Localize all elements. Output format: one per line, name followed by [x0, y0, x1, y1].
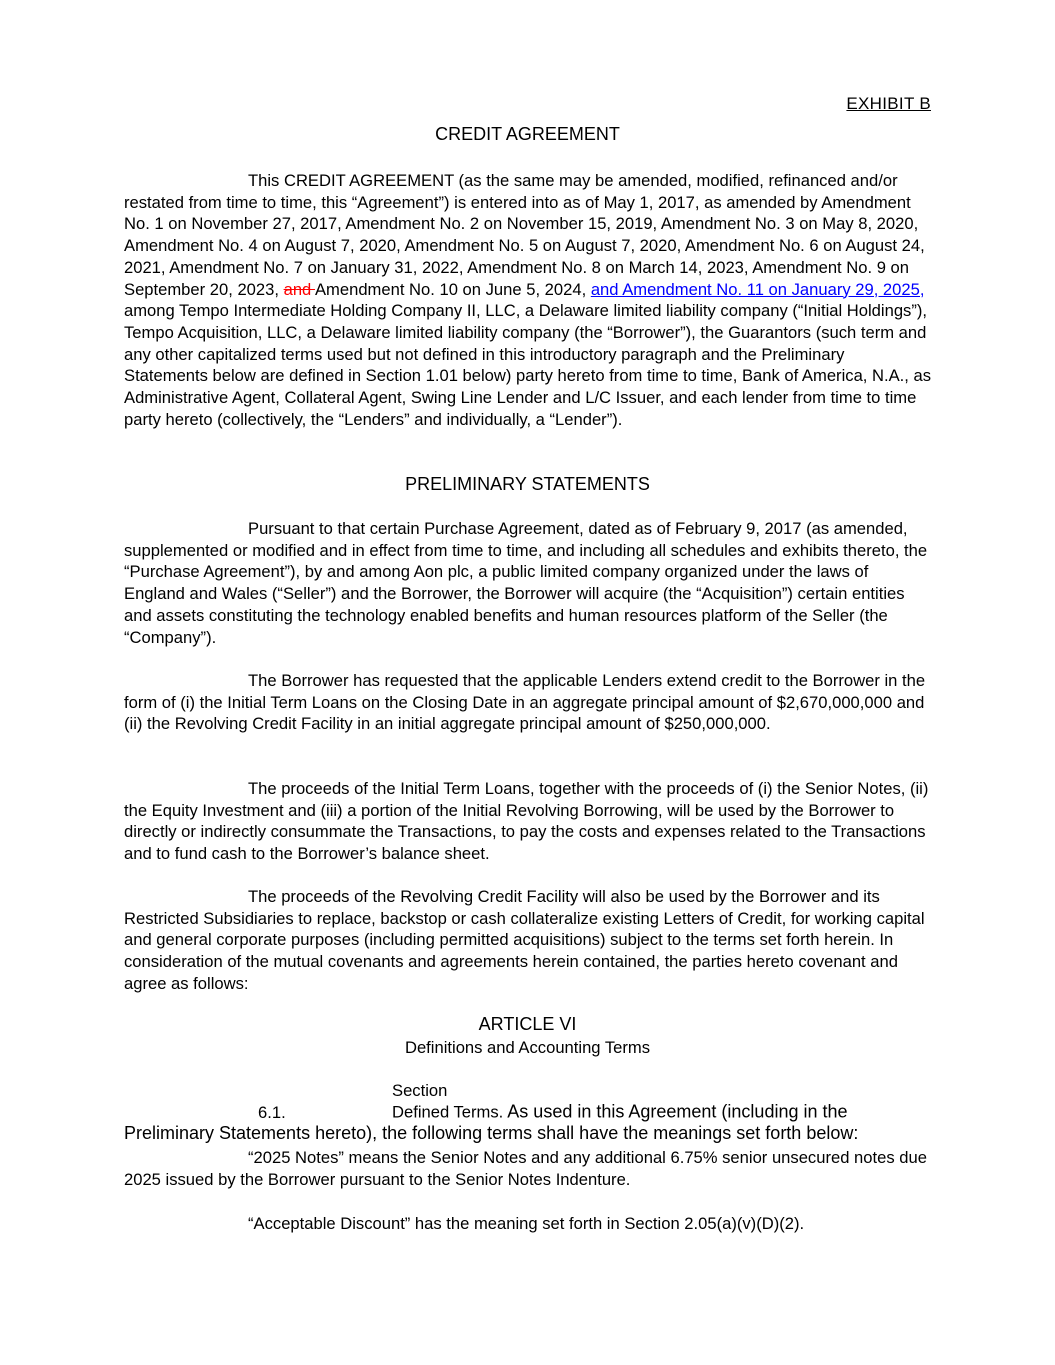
preliminary-paragraph-1: Pursuant to that certain Purchase Agreement, dated as of February 9, 2017 (as amended, supplemented or modified and in effect from time to time, and including all schedules and exhibits thereto, the “Purchase Agreement”), by and among Aon plc, a public limited company organized under the laws of England and Wales (“Seller”) and the Borrower, the Borrower will acquire (the “Acquisition”) certain entities and assets constituting the technology enabled benefits and human resources platform of the Seller (the “Company”). — [124, 519, 928, 647]
inserted-text: and Amendment No. 11 on January 29, 2025, — [590, 279, 925, 299]
exhibit-label: EXHIBIT B — [846, 94, 931, 113]
section-paragraph — [124, 1080, 932, 1145]
intro-text-2: Amendment No. 10 on June 5, 2024, — [314, 279, 591, 299]
preliminary-paragraph-2: The Borrower has requested that the applicable Lenders extend credit to the Borrower in the form of (i) the Initial Term Loans on the Closing Date in an aggregate principal amount of $2,670,000,000 and (ii) the Revolving Credit Facility in an initial aggregate principal amount of $250,000,000. — [124, 671, 926, 734]
definition-acceptable-discount: “Acceptable Discount” has the meaning set forth in Section 2.05(a)(v)(D)(2). — [248, 1214, 805, 1233]
intro-paragraph — [124, 170, 932, 430]
deleted-text: and — [283, 279, 315, 299]
intro-text-1: This CREDIT AGREEMENT (as the same may be amended, modified, refinanced and/or restated from time to time, this “Agreement”) is entered into as of May 1, 2017, as amended by Amendment No. 1 on November 27, 2017, Amendment No. 2 on November 15, 2019, Amendment No. 3 on May 8, 2020, Amendment No. 4 on August 7, 2020, Amendment No. 5 on August 7, 2020, Amendment No. 6 on August 24, 2021, Amendment No. 7 on January 31, 2022, Amendment No. 8 on March 14, 2023, Amendment No. 9 on September 20, 2023, — [124, 171, 925, 299]
preliminary-paragraph-3: The proceeds of the Initial Term Loans, together with the proceeds of (i) the Senior Notes, (ii) the Equity Investment and (iii) a portion of the Initial Revolving Borrowing, will be used by the Borrower to directly or indirectly consummate the Transactions, to pay the costs and expenses related to the Transactions and to fund cash to the Borrower’s balance sheet. — [124, 779, 929, 864]
section-number: Section 6.1. — [258, 1081, 448, 1122]
intro-text-3: among Tempo Intermediate Holding Company II, LLC, a Delaware limited liability company (“Initial Holdings”), Tempo Acquisition, LLC, a Delaware limited liability company (the “Borrower”), the Guarantors (such term and any other capitalized terms used but not defined in this introductory paragraph and the Preliminary Statements below are defined in Section 1.01 below) party hereto from time to time, Bank of America, N.A., as Administrative Agent, Collateral Agent, Swing Line Lender and L/C Issuer, and each lender from time to time party hereto (collectively, the “Lenders” and individually, a “Lender”). — [124, 301, 932, 429]
preliminary-statements-heading: PRELIMINARY STATEMENTS — [405, 474, 650, 494]
preliminary-paragraph-4: The proceeds of the Revolving Credit Facility will also be used by the Borrower and its Restricted Subsidiaries to replace, backstop or cash collateralize existing Letters of Credit, for working capital and general corporate purposes (including permitted acquisitions) subject to the terms set forth herein. In consideration of the mutual covenants and agreements herein contained, the parties hereto covenant and agree as follows: — [124, 887, 925, 993]
document-title: CREDIT AGREEMENT — [435, 124, 620, 144]
article-subtitle: Definitions and Accounting Terms — [404, 1038, 651, 1057]
section-title: Defined Terms. — [392, 1102, 504, 1122]
article-heading: ARTICLE VI — [478, 1014, 577, 1034]
section-text: As used in this Agreement (including in the Preliminary Statements hereto), the following terms shall have the meanings set forth below: — [124, 1101, 859, 1144]
definition-2025-notes: “2025 Notes” means the Senior Notes and any additional 6.75% senior unsecured notes due 2025 issued by the Borrower pursuant to the Senior Notes Indenture. — [124, 1148, 927, 1189]
